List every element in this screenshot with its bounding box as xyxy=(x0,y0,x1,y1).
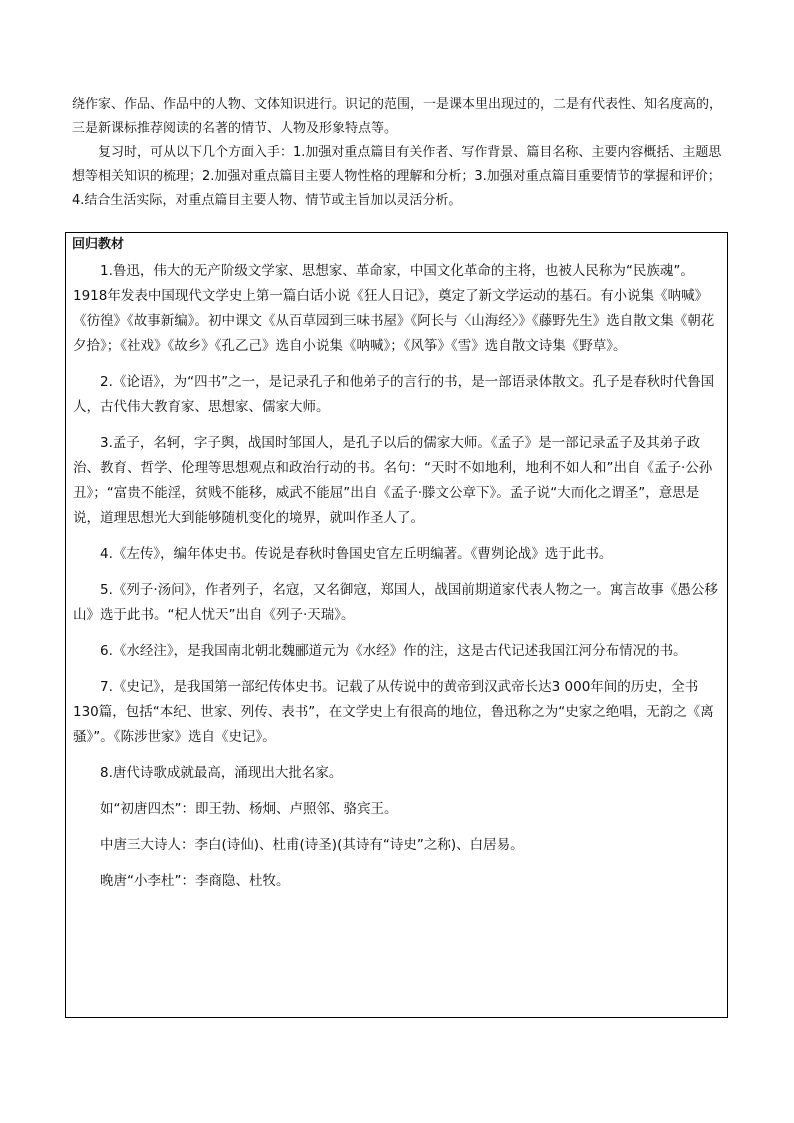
item-mid-tang: 中唐三大诗人：李白(诗仙)、杜甫(诗圣)(其诗有“诗史”之称)、白居易。 xyxy=(100,837,524,853)
box-content xyxy=(73,259,721,905)
item-liezi: 5.《列子·汤问》，作者列子，名寇，又名御寇，郑国人，战国前期道家代表人物之一。寓言故事《愚公移山》选于此书。“杞人忧天”出自《列子·天瑞》。 xyxy=(73,582,718,623)
box-title: 回归教材 xyxy=(72,237,125,252)
intro-paragraph-scope: 绕作家、作品、作品中的人物、文体知识进行。识记的范围，一是课本里出现过的，二是有代表性、知名度高的，三是新课标推荐阅读的名著的情节、人物及形象特点等。 xyxy=(72,97,723,136)
item-zuozhuan: 4.《左传》，编年体史书。传说是春秋时鲁国史官左丘明编著。《曹刿论战》选于此书。 xyxy=(100,546,613,562)
item-early-tang: 如“初唐四杰”：即王勃、杨炯、卢照邻、骆宾王。 xyxy=(100,801,398,817)
textbook-review-box xyxy=(65,232,728,1018)
item-tang-poetry: 8.唐代诗歌成就最高，涌现出大批名家。 xyxy=(100,765,343,781)
item-late-tang: 晚唐“小李杜”：李商隐、杜牧。 xyxy=(100,873,290,889)
item-shuijingzhu: 6.《水经注》，是我国南北朝北魏郦道元为《水经》作的注，这是古代记述我国江河分布情况的书。 xyxy=(100,643,687,659)
item-shiji: 7.《史记》，是我国第一部纪传体史书。记载了从传说中的黄帝到汉武帝长达3 000年间的历史，全书130篇，包括“本纪、世家、列传、表书”，在文学史上有很高的地位，鲁迅称之为“史家之绝唱，无韵之《离骚》”。《陈涉世家》选自《史记》。 xyxy=(73,679,714,745)
item-lunyu: 2.《论语》，为“四书”之一，是记录孔子和他弟子的言行的书，是一部语录体散文。孔子是春秋时代鲁国人，古代伟大教育家、思想家、儒家大师。 xyxy=(73,374,715,415)
intro-paragraph-review-method: 复习时，可从以下几个方面入手：1.加强对重点篇目有关作者、写作背景、篇目名称、主要内容概括、主题思想等相关知识的梳理；2.加强对重点篇目主要人物性格的理解和分析；3.加强对重点篇目重要情节的掌握和评价；4.结合生活实际，对重点篇目主要人物、情节或主旨加以灵活分析。 xyxy=(72,145,722,208)
intro-section xyxy=(72,93,728,213)
item-mengzi: 3.孟子，名轲，字子舆，战国时邹国人，是孔子以后的儒家大师。《孟子》是一部记录孟子及其弟子政治、教育、哲学、伦理等思想观点和政治行动的书。名句：“天时不如地利，地利不如人和”出自《孟子·公孙丑》；“富贵不能淫，贫贱不能移，威武不能屈”出自《孟子·滕文公章下》。孟子说“大而化之谓圣”，意思是说，道理思想光大到能够随机变化的境界，就叫作圣人了。 xyxy=(73,435,713,526)
item-lu-xun: 1.鲁迅，伟大的无产阶级文学家、思想家、革命家，中国文化革命的主将，也被人民称为“民族魂”。1918年发表中国现代文学史上第一篇白话小说《狂人日记》，奠定了新文学运动的基石。有小说集《呐喊》《彷徨》《故事新编》。初中课文《从百草园到三味书屋》《阿长与〈山海经〉》《藤野先生》选自散文集《朝花夕拾》；《社戏》《故乡》《孔乙己》选自小说集《呐喊》；《风筝》《雪》选自散文诗集《野草》。 xyxy=(73,263,715,354)
